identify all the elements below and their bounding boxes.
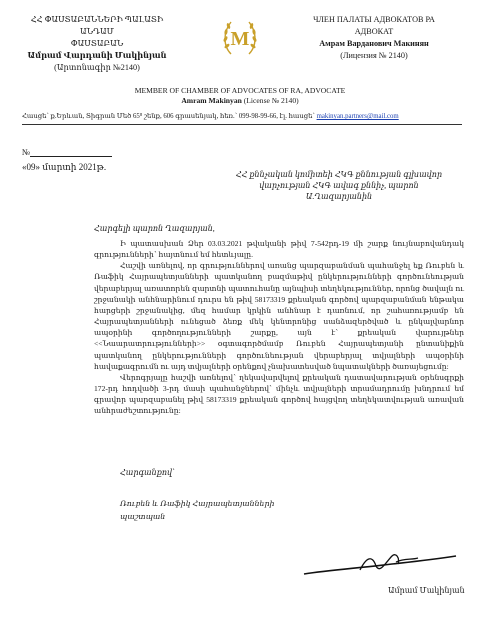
handwritten-signature (300, 548, 460, 580)
header-left-role: ՓԱՍՏԱԲԱՆ (70, 39, 124, 48)
header-left-armenian (22, 14, 172, 74)
closing-phrase: Հարգանքով՝ (120, 468, 175, 477)
signatory-role (120, 497, 274, 523)
contact-email-link[interactable]: makinyan.partners@mail.com (316, 113, 399, 120)
header-english-license: (License № 2140) (243, 96, 299, 105)
header-right-russian (294, 14, 454, 62)
salutation: Հարգելի պարոն Ղազարյան, (94, 224, 215, 233)
header-right-org: ЧЛЕН ПАЛАТЫ АДВОКАТОВ РА (313, 15, 435, 24)
letter-body (94, 238, 464, 417)
header-left-org: ՀՀ ՓԱՍՏԱԲԱՆՆԵՐԻ ՊԱԼԱՏԻ ԱՆԴԱՄ (30, 15, 164, 36)
header-right-role: АДВОКАТ (354, 27, 394, 36)
signatory-role-line2: պաշտպան (120, 512, 166, 521)
contact-address: Հասցե՝ ք.Երևան, Տիգրան Մեծ 65⁸ շենք, 606 գրասենյակ, հեռ.՝ 099-98-99-66, էլ. հասցե՝ (22, 113, 317, 120)
signatory-role-line1: Ռուբեն և Ռաֆիկ Հայրապետյանների (120, 499, 275, 508)
body-paragraph: Ի պատասխան Ձեր 03.03.2021 թվականի թիվ 7-542րդ-19 մի շարք նույնաբովանդակ գրությունների՝ հայտնում եմ հետևյալը. (94, 239, 464, 260)
document-date: «09» մարտի 2021թ. (22, 162, 107, 172)
header-divider (22, 124, 462, 125)
addressee-block: ՀՀ քննչական կոմիտեի ՀԿԳ քննության գլխավոր վարչության ՀԿԳ ավագ քննիչ, պարոն Ա.Ղազարյանին (235, 170, 443, 201)
header-english-name-line (0, 96, 480, 106)
header-right-name: Амрам Варданович Макинян (319, 39, 429, 48)
header-english (0, 86, 480, 106)
signer-name: Ամրամ Մակինյան (388, 586, 465, 595)
document-number (22, 147, 112, 157)
header-left-license: (Արտոնագիր №2140) (54, 63, 140, 72)
header-english-name: Amram Makinyan (181, 96, 242, 105)
contact-line (22, 112, 462, 121)
header-left-name: Ամրամ Վարդանի Մակինյան (27, 51, 167, 60)
header-english-line1: MEMBER OF CHAMBER OF ADVOCATES OF RA, ADVOCATE (134, 86, 346, 95)
logo-letter: M (230, 28, 250, 50)
document-number-blank (30, 147, 112, 157)
document-number-label: № (22, 147, 31, 157)
laurel-logo-icon (219, 14, 261, 62)
body-paragraph: Վերոգրյալը հաշվի առնելով՝ ղեկավարվելով քրեական դատավարության օրենսգրքի 172-րդ հոդվածի 3-րդ մասի պահանջներով՝ մինչև տվյալների տրամադրումը խնդրում եմ գրավոր պարզաբանել թիվ 58173319 քրեական գործով հայցվող տեղեկատվության առավան անհրաժեշտությունը: (94, 372, 464, 416)
body-paragraph: Հաշվի առնելով, որ գրություններով առանց պարզաբանման պահանջել եք Ռուբեն և Ռաֆիկ Հայրապետյանների պատկանող բազմաթիվ ընկերությունների գործունեության վերաբերյալ առատորեն զարտնի պատուհանը այնպիսի տեղեկություններ, որոնց ծավալն ու շրջանակի անհնարինում դուրս են թիվ 58173319 քրեական գործով պարզաբանման ենթակա հարցերի շրջանակից, մեզ համար կրկին անհնար է դառնում, որ շահառությամբ են Հայրապետյանների ունեցած ձեռք մեկ կենտրոնից սանձազերծված և ընկալվարնոր ապօրինի գործողությունների շարքը, այն է՝ քրեական վարույթներ <<Նաարատրությունների>> օգտագործմամբ Ռուբեն Հայրապետյանի ընտանիքին պատկանող ընկերությունների գործունեության վերաբերյալ տվյալների ապօրինի հավաքագրումն ու այդ տվյալների օրենքով չնախատեսված նպատակների ծառայեցումը: (94, 261, 464, 371)
header-right-license: (Лицензия № 2140) (340, 51, 408, 60)
